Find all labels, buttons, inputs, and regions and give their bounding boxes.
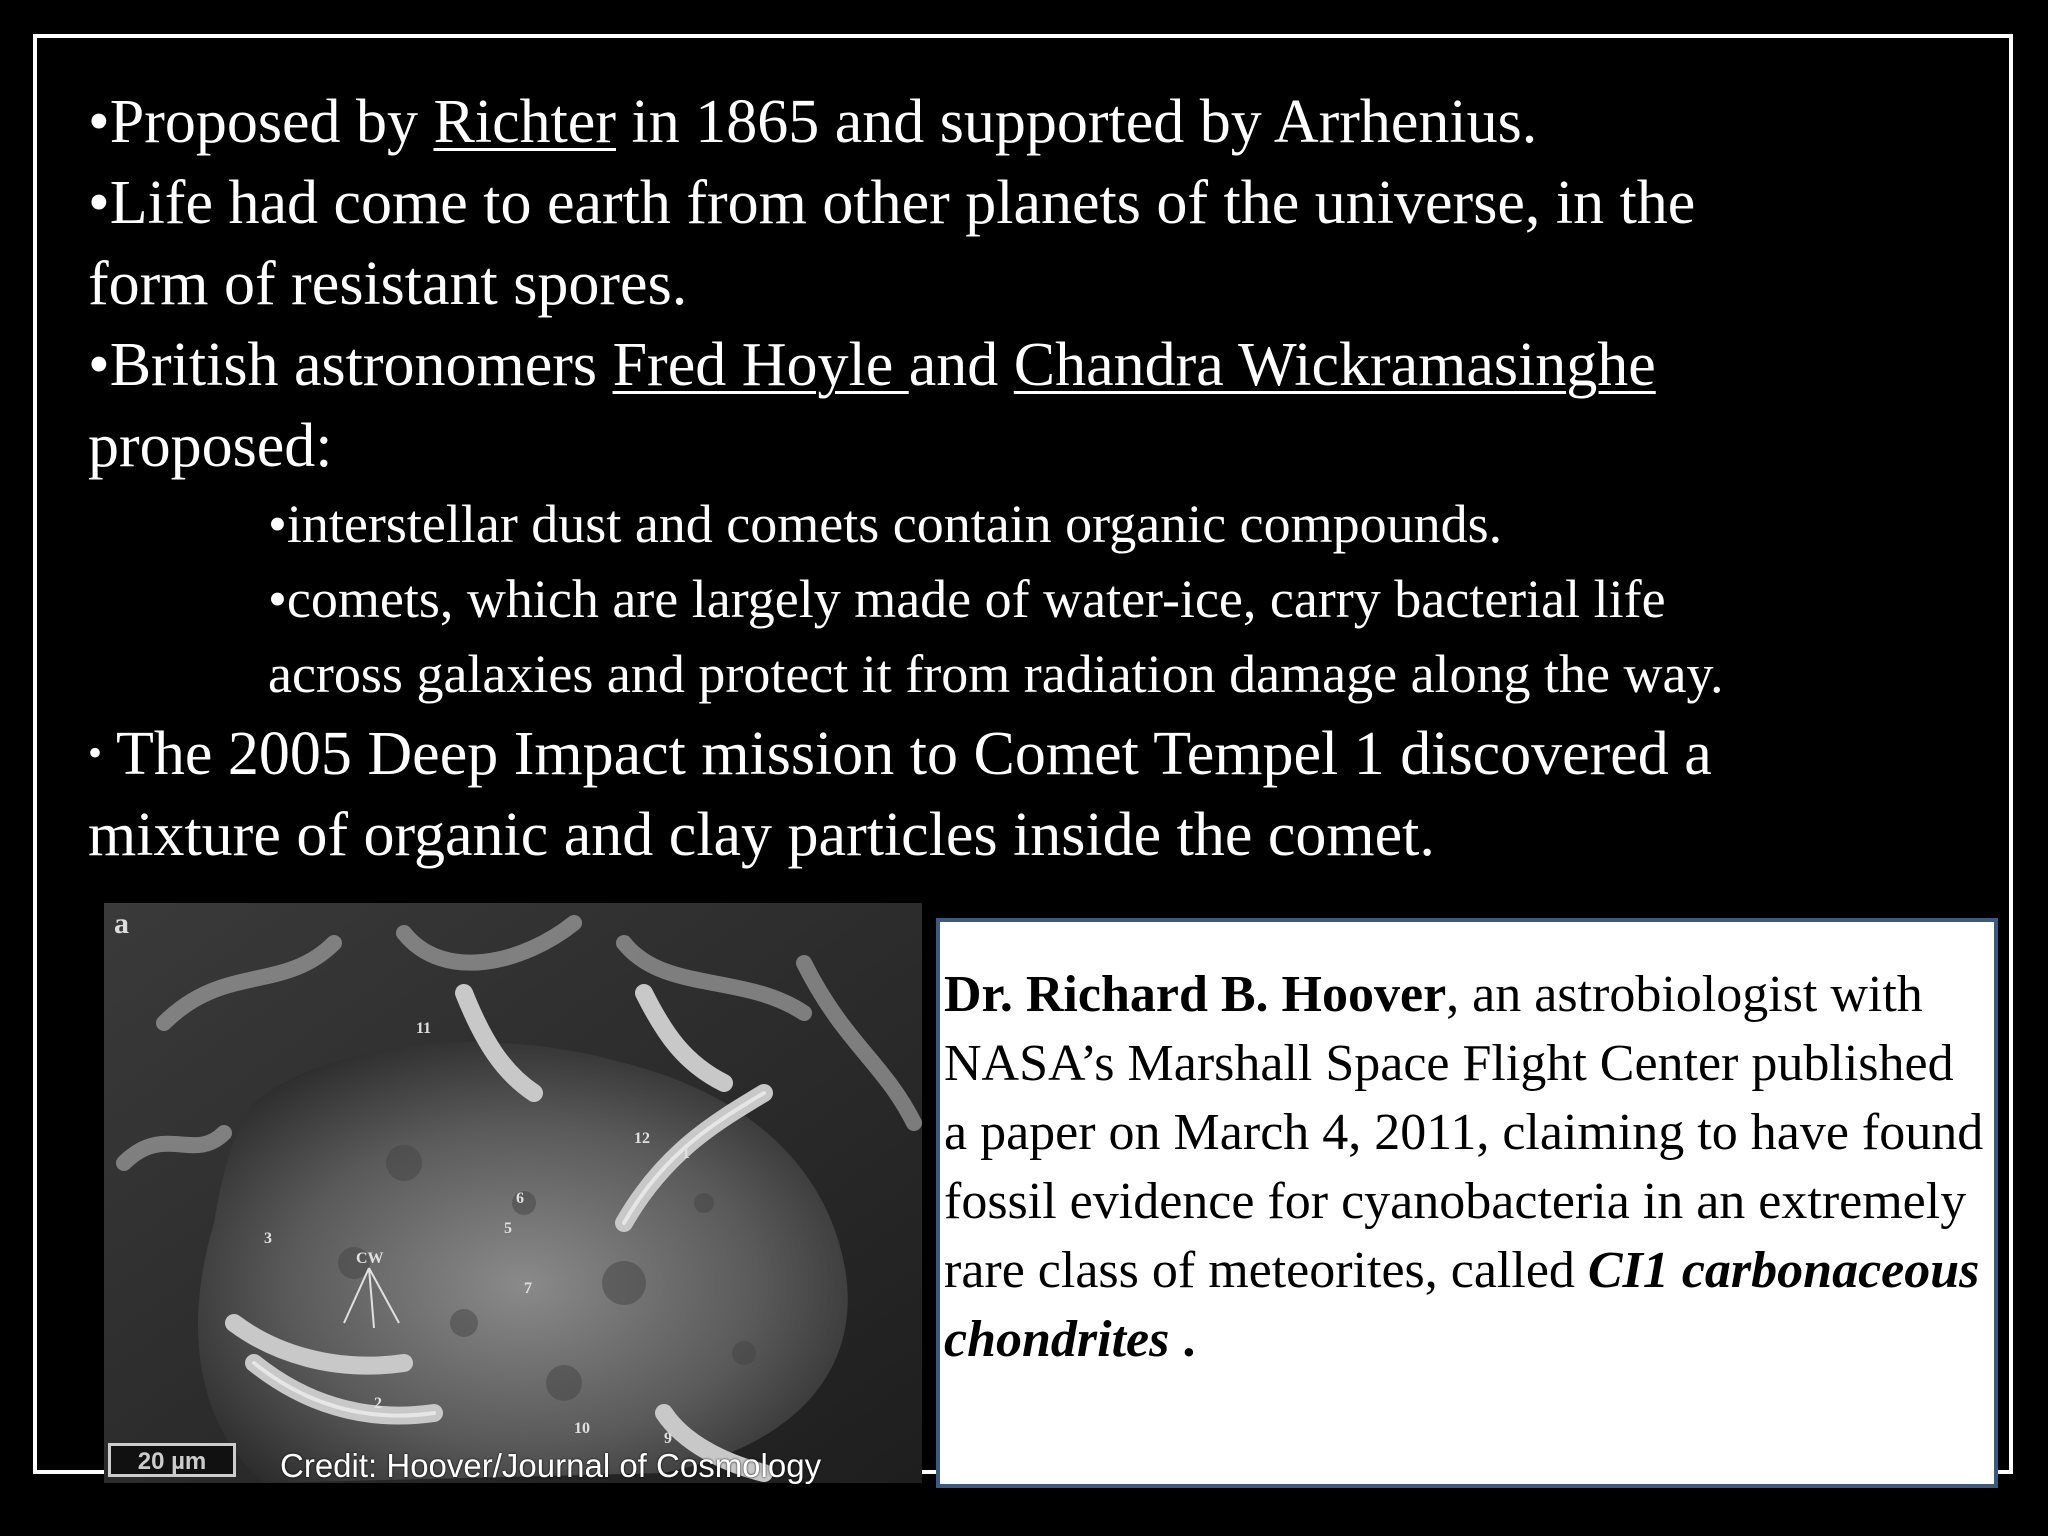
sub-bullet-dust: •interstellar dust and comets contain organic compounds. (268, 494, 1503, 554)
scale-bar: 20 µm (108, 1443, 236, 1477)
annotation-2: 2 (374, 1395, 382, 1412)
microfossil-picture (104, 903, 922, 1483)
bullet-richter (88, 82, 1988, 163)
bullet-life-origin-cont: form of resistant spores. (88, 250, 688, 318)
annotation-10: 10 (574, 1420, 590, 1437)
microfossil-image (104, 903, 922, 1483)
sub-bullet-comets-cont: across galaxies and protect it from radiation damage along the way. (268, 644, 1724, 704)
bullet-astronomers-cont: proposed: (88, 412, 333, 480)
bullet-text: •British astronomers (88, 331, 613, 399)
hoover-callout-box (936, 918, 1998, 1488)
bullet-text: in 1865 and supported by Arrhenius. (615, 88, 1538, 156)
bullet-dot: • (88, 730, 103, 775)
ci1-term: CI1 carbonaceous chondrites (944, 1242, 1980, 1368)
annotation-7: 7 (524, 1280, 532, 1297)
annotation-cw: CW (356, 1250, 384, 1267)
annotation-1: 1 (682, 1145, 690, 1162)
bullet-deep-impact (88, 712, 1988, 795)
annotation-5: 5 (504, 1220, 512, 1237)
bullet-text: and (908, 331, 1014, 399)
richter-link[interactable]: Richter (433, 88, 616, 156)
fred-hoyle-link[interactable]: Fred Hoyle (612, 331, 909, 399)
callout-text: , an astrobiologist with NASA’s Marshall Space Flight Center published a paper on March 4, 2011, claiming to have found fossil evidence for cyanobacteria in an extremely rare class of meteorites, called (944, 966, 1984, 1299)
annotation-3: 3 (264, 1230, 272, 1247)
hoover-name: Dr. Richard B. Hoover (944, 966, 1447, 1023)
bullet-astronomers (88, 325, 1988, 406)
bullet-deep-impact-cont: mixture of organic and clay particles inside the comet. (88, 801, 1435, 869)
chandra-wickramasinghe-link[interactable]: Chandra Wickramasinghe (1013, 331, 1656, 399)
annotation-6: 6 (516, 1190, 524, 1207)
bullet-life-origin: •Life had come to earth from other planets of the universe, in the (88, 169, 1696, 237)
bullet-text: The 2005 Deep Impact mission to Comet Tempel 1 discovered a (116, 720, 1712, 788)
annotation-9: 9 (664, 1430, 672, 1447)
callout-end: . (1169, 1311, 1196, 1368)
panel-label: a (114, 907, 129, 940)
annotation-11: 11 (416, 1020, 432, 1037)
sub-bullet-comets: •comets, which are largely made of water-ice, carry bacterial life (268, 569, 1666, 629)
image-credit: Credit: Hoover/Journal of Cosmology (280, 1447, 822, 1484)
annotation-12: 12 (634, 1130, 650, 1147)
bullet-text: •Proposed by (88, 88, 434, 156)
bullet-list (88, 82, 1988, 876)
